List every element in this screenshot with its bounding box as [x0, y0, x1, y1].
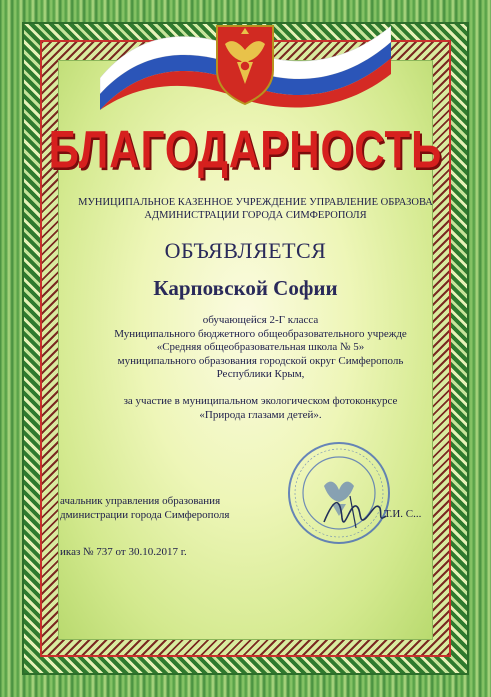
signatory-title [60, 494, 229, 522]
coat-of-arms-icon [213, 14, 277, 106]
announcement-heading: ОБЪЯВЛЯЕТСЯ [164, 238, 327, 263]
recipient-name: Карповской Софии [153, 276, 338, 300]
signatory-name: Т.И. С... [384, 508, 422, 520]
reason-line: «Природа глазами детей». [199, 408, 322, 421]
details-line: муниципального образования городской округ Симферополь [117, 354, 404, 367]
certificate-title: БЛАГОДАРНОСТЬ [48, 120, 443, 179]
details-line: Республики Крым, [216, 368, 305, 380]
details-line: «Средняя общеобразовательная школа № 5» [156, 341, 365, 353]
award-reason [80, 395, 441, 422]
handwritten-signature [320, 488, 390, 534]
details-line: обучающейся 2-Г класса [202, 314, 319, 326]
organization-line: МУНИЦИПАЛЬНОЕ КАЗЕННОЕ УЧРЕЖДЕНИЕ УПРАВЛЕНИЕ ОБРАЗОВА [78, 197, 433, 208]
issuing-organization [70, 196, 441, 222]
signatory-line: дминистрации города Симферополя [60, 509, 230, 521]
details-line: Муниципального бюджетного общеобразовательного учрежде [114, 327, 407, 340]
signatory-line: ачальник управления образования [60, 495, 221, 507]
recipient-details [80, 314, 441, 382]
organization-line: АДМИНИСТРАЦИИ ГОРОДА СИМФЕРОПОЛЯ [144, 210, 367, 221]
reason-line: за участие в муниципальном экологическом фотоконкурсе [123, 395, 398, 407]
order-reference: иказ № 737 от 30.10.2017 г. [60, 546, 187, 558]
